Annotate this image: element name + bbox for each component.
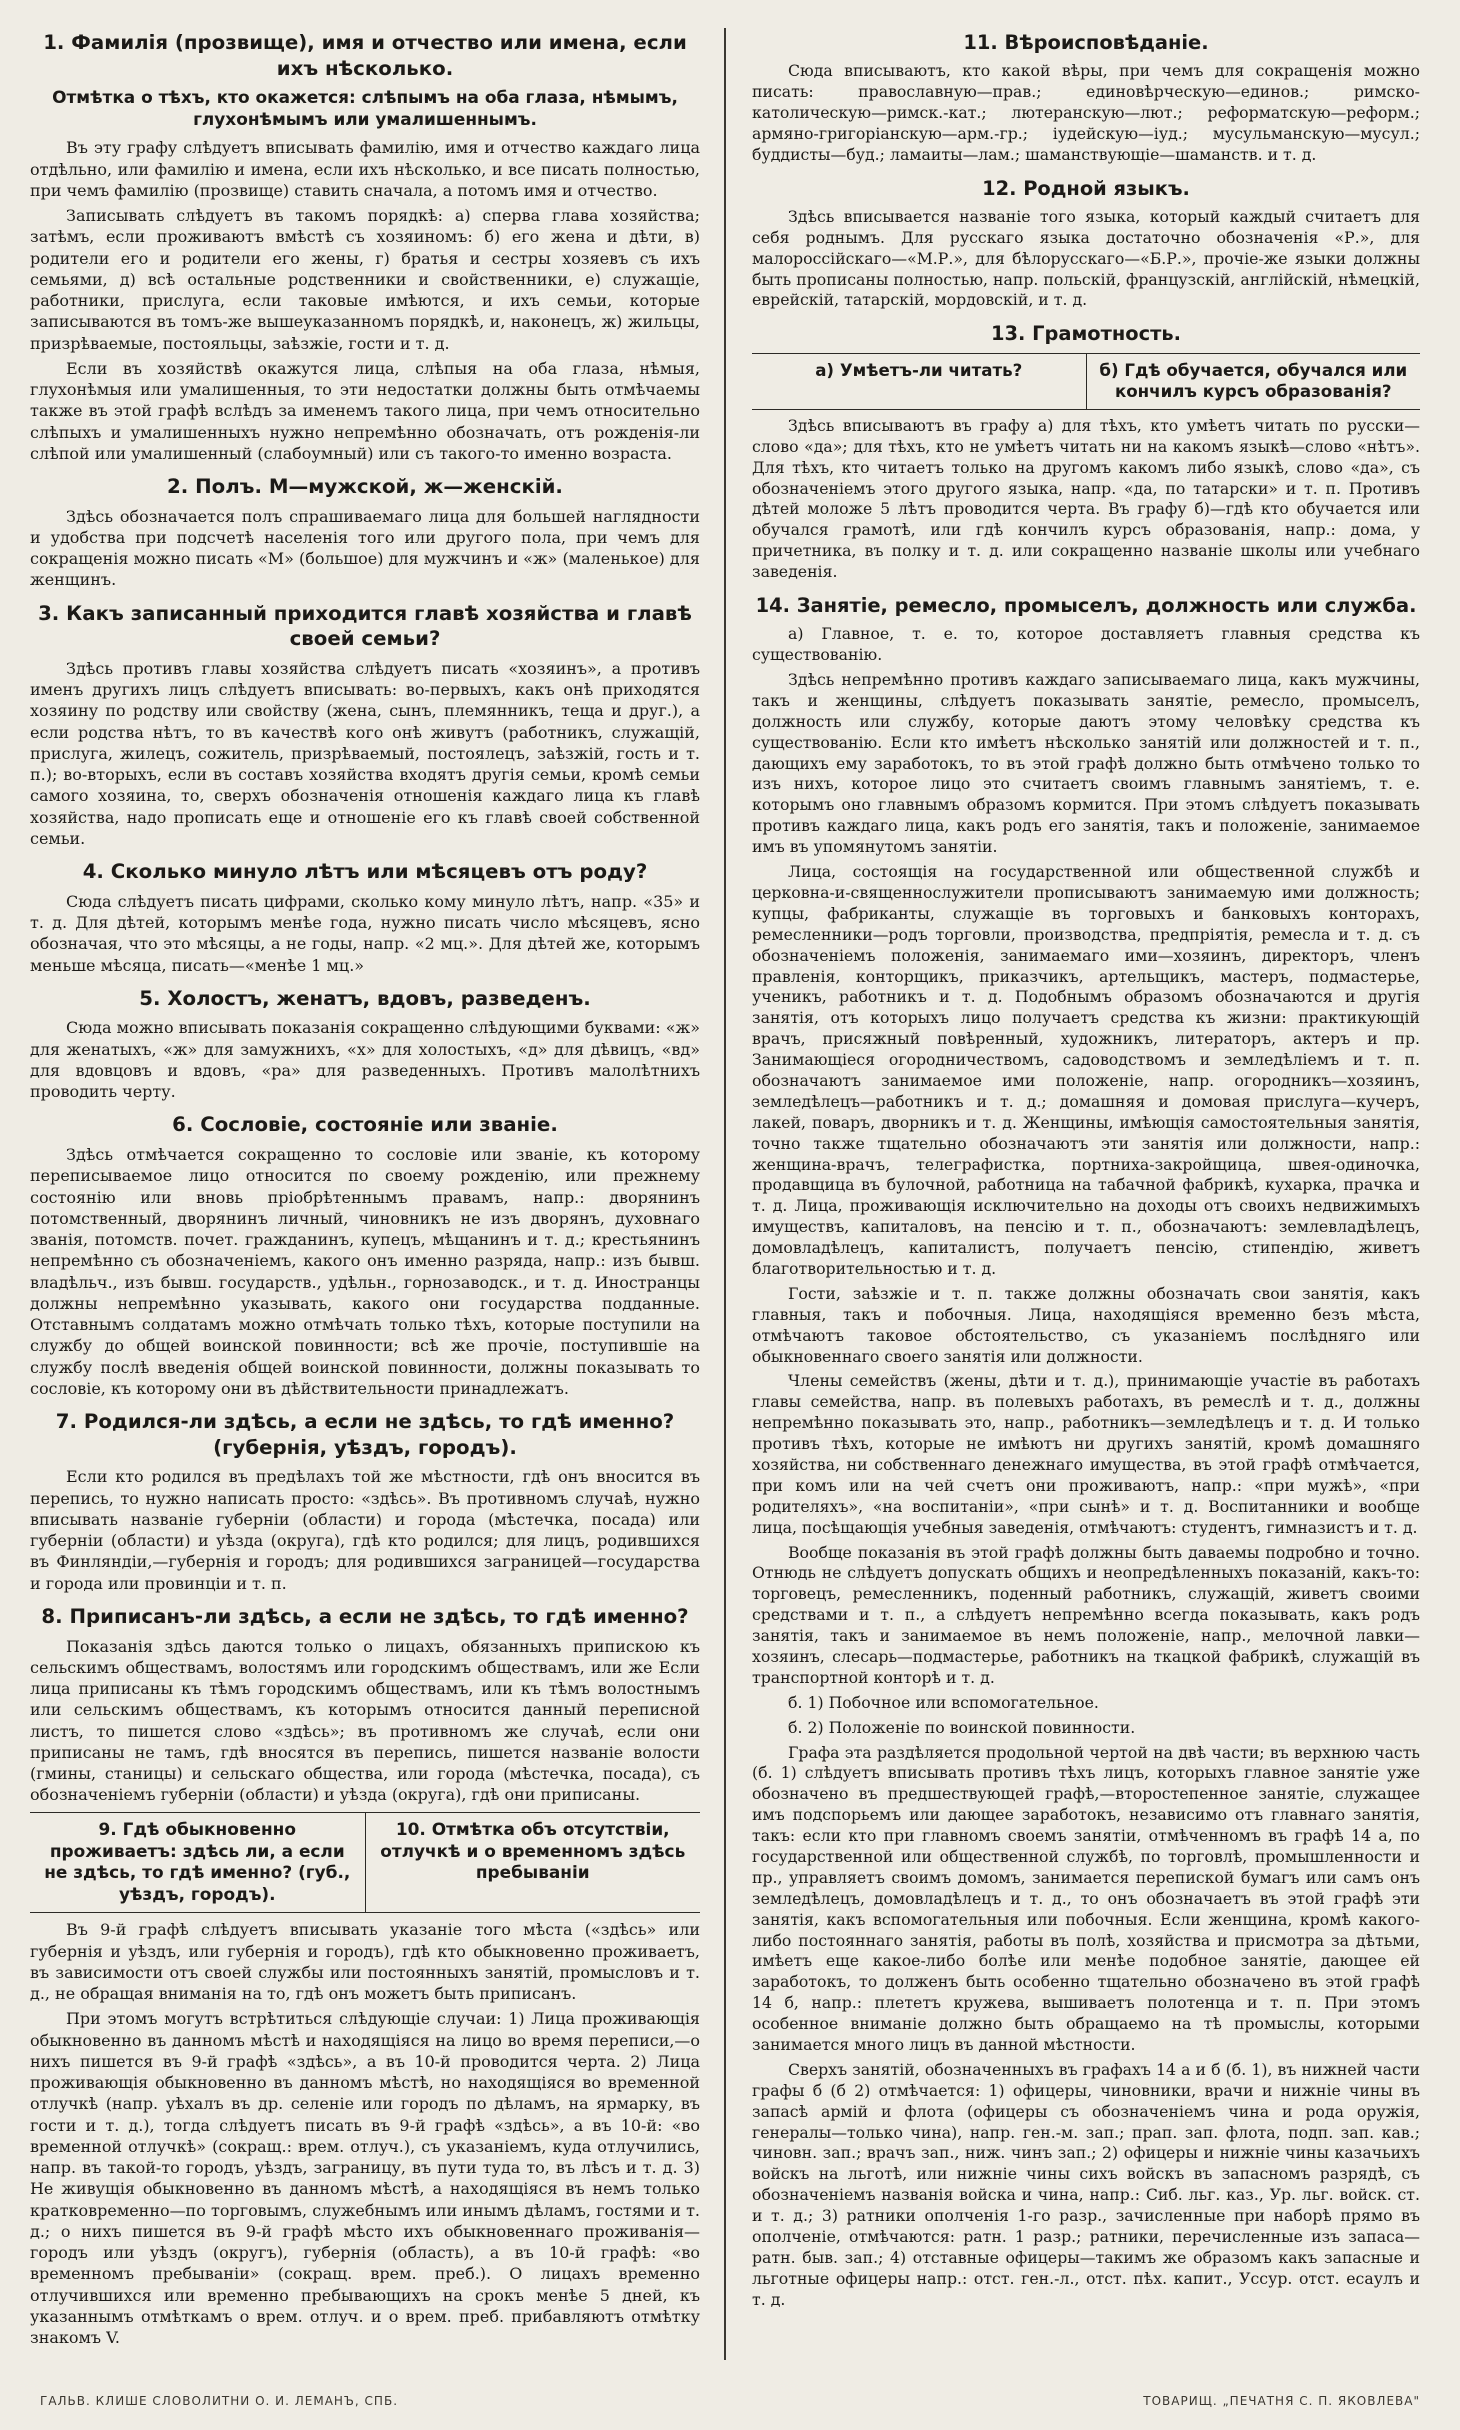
section-11-title: 11. Вѣроисповѣданіе. (963, 31, 1209, 54)
section-8-title: 8. Приписанъ-ли здѣсь, а если не здѣсь, то гдѣ именно? (41, 1604, 689, 1628)
section-6-title: 6. Сословіе, состояніе или званіе. (172, 1113, 558, 1137)
section-10-cell (366, 1813, 701, 1913)
paragraph: Члены семействъ (жены, дѣти и т. д.), принимающіе участіе въ работахъ главы семейства, напр. въ полевыхъ работахъ, въ ремеслѣ и т. д., должны непремѣнно показывать это, напр., работникъ—земледѣлецъ и т. д. И только противъ тѣхъ, которые не имѣютъ ни другихъ занятій, кромѣ домашняго хозяйства, ни собственнаго денежнаго имущества, въ этой графѣ отмѣчается, при комъ или на чей счетъ они проживаютъ, напр.: «при мужѣ», «при родителяхъ», «на воспитаніи», «при сынѣ» и т. д. Воспитанники и вообще лица, посѣщающія учебныя заведенія, отмѣчаютъ: студентъ, гимназистъ и т. д. (752, 1371, 1420, 1537)
column-divider (724, 28, 726, 2360)
paragraph: Здѣсь вписываютъ въ графу а) для тѣхъ, кто умѣетъ читать по русски—слово «да»; для тѣхъ, кто не умѣетъ читать ни на какомъ языкѣ—слово «нѣтъ». Для тѣхъ, кто читаетъ только на другомъ какомъ либо языкѣ, слово «да», съ обозначеніемъ этого другого языка, напр. «да, по татарски» и т. п. Противъ дѣтей моложе 5 лѣтъ проводится черта. Въ графу б)—гдѣ кто обучается или обучался грамотѣ, или гдѣ кончилъ курсъ образованія, напр.: дома, у причетника, въ полку и т. д. или сокращенно названіе школы или учебнаго заведенія. (752, 415, 1420, 582)
right-column (752, 20, 1420, 2370)
section-13b-cell (1087, 354, 1421, 409)
section-13b-title: б) Гдѣ обучается, обучался или кончилъ курсъ образованія? (1099, 360, 1408, 402)
section-7-title: 7. Родился-ли здѣсь, а если не здѣсь, то гдѣ именно? (губернія, уѣздъ, городъ). (55, 1410, 675, 1459)
paragraph: При этомъ могутъ встрѣтиться слѣдующіе случаи: 1) Лица проживающія обыкновенно въ данномъ мѣстѣ и находящіяся на лицо во время переписи,—о нихъ пишется въ 9-й графѣ «здѣсь», а въ 10-й проводится черта. 2) Лица проживающія обыкновенно въ данномъ мѣстѣ, но находящіяся во временной отлучкѣ (напр. уѣхалъ въ др. селеніе или городъ по дѣламъ, на ярмарку, въ гости и т. д.), тогда слѣдуетъ писать въ 9-й графѣ «здѣсь», а въ 10-й: «во временной отлучкѣ» (сокращ.: врем. отлуч.), съ указаніемъ, куда отлучились, напр. въ такой-то городъ, уѣздъ, заграницу, въ пути туда то, въ лѣсъ и т. д. 3) Не живущія обыкновенно въ данномъ мѣстѣ, а находящіяся въ немъ только кратковременно—по торговымъ, служебнымъ или инымъ дѣламъ, гостями и т. д.; о нихъ пишется въ 9-й графѣ мѣсто ихъ обыкновеннаго проживанія—городъ или уѣздъ (округъ), губернія (область), а въ 10-й графѣ: «во временномъ пребываніи» (сокращ. врем. преб.). О лицахъ временно отлучившихся или временно пребывающихъ на срокъ менѣе 5 дней, къ указаннымъ отмѣткамъ о врем. отлуч. и о врем. преб. прибавляютъ отмѣтку знакомъ V. (30, 2009, 700, 2348)
paragraph: Показанія здѣсь даются только о лицахъ, обязанныхъ припискою къ сельскимъ обществамъ, волостямъ или городскимъ обществамъ, или же Если лица приписаны къ тѣмъ городскимъ обществамъ, или къ тѣмъ волостнымъ или сельскимъ обществамъ, къ которымъ относится данный переписной листъ, то пишется слово «здѣсь»; въ противномъ же случаѣ, если они приписаны не тамъ, гдѣ вносятся въ перепись, пишется названіе волости (гмины, станицы) и сельскаго общества, или города (мѣстечка, посада), съ обозначеніемъ губерніи (области) и уѣзда (округа), гдѣ они приписаны. (30, 1636, 700, 1805)
paragraph: Здѣсь противъ главы хозяйства слѣдуетъ писать «хозяинъ», а противъ именъ другихъ лицъ слѣдуетъ вписывать: во-первыхъ, какъ онѣ приходятся хозяину по родству или свойству (жена, сынъ, племянникъ, теща и друг.), а если родства нѣтъ, то въ качествѣ кого онѣ живутъ (работникъ, служащій, прислуга, жилецъ, сожитель, призрѣваемый, постоялецъ, заѣзжій, гость и т. п.); во-вторыхъ, если въ составъ хозяйства входятъ другія семьи, кромѣ семьи самого хозяина, то, сверхъ обозначенія отношенія каждаго лица къ главѣ хозяйства, надо прописать еще и отношеніе его къ главѣ своей собственной семьи. (30, 658, 700, 848)
left-column (30, 20, 700, 2370)
paragraph: Вообще показанія въ этой графѣ должны быть даваемы подробно и точно. Отнюдь не слѣдуетъ допускать общихъ и неопредѣленныхъ показаній, какъ-то: торговецъ, ремесленникъ, поденный работникъ, служащій, живетъ своими средствами и т. п., а слѣдуетъ непремѣнно всегда показывать, какъ родъ занятія, такъ и занимаемое въ немъ положеніе, напр., мелочной лавки—хозяинъ, слесарь—подмастерье, работникъ на ткацкой фабрикѣ, служащій въ транспортной конторѣ и т. д. (752, 1542, 1420, 1687)
section-10-title: 10. Отмѣтка объ отсутствіи, отлучкѣ и о временномъ здѣсь пребываніи (380, 1818, 686, 1883)
footer-engraver-credit: ГАЛЬВ. КЛИШЕ СЛОВОЛИТНИ О. И. ЛЕМАНЪ, СПБ. (40, 2394, 399, 2408)
section-2-title: 2. Полъ. М—мужской, ж—женскій. (167, 475, 563, 498)
section-4-title: 4. Сколько минуло лѣтъ или мѣсяцевъ отъ роду? (82, 860, 648, 884)
paragraph: б. 1) Побочное или вспомогательное. (788, 1692, 1099, 1712)
section-13-header (752, 353, 1420, 410)
section-9-10-header (30, 1812, 700, 1914)
section-9-title: 9. Гдѣ обыкновенно проживаетъ: здѣсь ли, а если не здѣсь, то гдѣ именно? (губ., уѣздъ, городъ). (44, 1818, 351, 1905)
paragraph: Гости, заѣзжіе и т. п. также должны обозначать свои занятія, какъ главныя, такъ и побочныя. Лица, находящіяся временно безъ мѣста, отмѣчаютъ таковое обстоятельство, съ указаніемъ послѣдняго или обыкновеннаго своего занятія или должности. (752, 1283, 1420, 1366)
section-3-title: 3. Какъ записанный приходится главѣ хозяйства и главѣ своей семьи? (38, 601, 692, 651)
section-1-title: 1. Фамилія (прозвище), имя и отчество или имена, если ихъ нѣсколько. (43, 31, 687, 80)
paragraph: Здѣсь отмѣчается сокращенно то сословіе или званіе, къ которому переписываемое лицо относится по своему рожденію, или прежнему состоянію или вновь пріобрѣтеннымъ правамъ, напр.: дворянинъ потомственный, дворянинъ личный, чиновникъ не изъ дворянъ, духовнаго званія, потомств. почет. гражданинъ, купецъ, мѣщанинъ и т. д.; крестьянинъ непремѣнно съ обозначеніемъ, какого онъ именно разряда, напр.: изъ бывш. владѣльч., изъ бывш. государств., удѣльн., горнозаводск., и т. д. Иностранцы должны непремѣнно указывать, какого они государства подданные. Отставнымъ солдатамъ можно отмѣчать только тѣхъ, которые поступили на службу до общей воинской повинности; всѣ же прочіе, поступившіе на службу послѣ введенія общей воинской повинности, должны показывать то сословіе, къ которому они въ дѣйствительности принадлежатъ. (30, 1145, 700, 1398)
paragraph: Здѣсь непремѣнно противъ каждаго записываемаго лица, какъ мужчины, такъ и женщины, слѣдуетъ показывать занятіе, ремесло, промыселъ, должность или службу, которые даютъ этому человѣку средства къ существованію. Если кто имѣетъ нѣсколько занятій или должностей и т. п., дающихъ ему заработокъ, то въ этой графѣ должно быть отмѣчено только то изъ нихъ, которое лицо это считаетъ своимъ главнымъ занятіемъ, т. е. которымъ оно главнымъ образомъ кормится. При этомъ слѣдуетъ показывать противъ каждаго лица, какъ родъ его занятія, такъ и положеніе, занимаемое имъ въ упомянутомъ занятіи. (752, 670, 1420, 857)
footer-printer-credit: ТОВАРИЩ. „ПЕЧАТНЯ С. П. ЯКОВЛЕВА" (1143, 2394, 1420, 2408)
paragraph: Въ 9-й графѣ слѣдуетъ вписывать указаніе того мѣста («здѣсь» или губернія и уѣздъ, или губернія и городъ), гдѣ кто обыкновенно проживаетъ, въ зависимости отъ своей службы или постоянныхъ занятій, промысловъ и т. д., не обращая вниманія на то, гдѣ онъ можетъ быть приписанъ. (30, 1920, 700, 2004)
paragraph: Въ эту графу слѣдуетъ вписывать фамилію, имя и отчество каждаго лица отдѣльно, или фамилію и имена, если ихъ нѣсколько, и все писать полностью, при чемъ фамилію (прозвище) ставить сначала, а потомъ имя и отчество. (30, 138, 700, 200)
section-13a-cell (752, 354, 1087, 409)
section-13a-title: а) Умѣетъ-ли читать? (815, 360, 1023, 380)
paragraph: Графа эта раздѣляется продольной чертой на двѣ части; въ верхнюю часть (б. 1) слѣдуетъ вписывать противъ тѣхъ лицъ, которыхъ главное занятіе уже обозначено въ предшествующей графѣ,—второстепенное занятіе, служащее имъ подспорьемъ или дающее заработокъ, независимо отъ главнаго занятія, такъ: если кто при главномъ своемъ занятіи, отмѣченномъ въ графѣ 14 а, по государственной или общественной службѣ, по торговлѣ, промышленности и пр., управляетъ своимъ домомъ, занимается перепиской бумагъ или самъ онъ земледѣлецъ, домовладѣлецъ и т. д., то онъ обозначаетъ въ этой графѣ эти занятія, какъ вспомогательныя или побочныя. Если женщина, кромѣ какого-либо постояннаго занятія, работы въ полѣ, хозяйства и присмотра за дѣтьми, имѣетъ еще какое-либо болѣе или менѣе подобное занятіе, дающее ей заработокъ, то долженъ быть особенно тщательно обозначено въ этой графѣ 14 б, напр.: плететъ кружева, вышиваетъ полотенца и т. п. При этомъ особенное вниманіе должно быть обращаемо на тѣ промыслы, которыми занимается много лицъ въ данной мѣстности. (752, 1742, 1420, 2055)
section-14-title: 14. Занятіе, ремесло, промыселъ, должность или служба. (755, 594, 1417, 618)
paragraph: Здѣсь вписывается названіе того языка, который каждый считаетъ для себя роднымъ. Для русскаго языка достаточно обозначенія «Р.», для малороссійскаго—«М.Р.», для бѣлорусскаго—«Б.Р.», прочіе-же языки должны быть прописаны полностью, напр. польскій, французскій, англійскій, нѣмецкій, еврейскій, татарскій, мордовскій, и т. д. (752, 206, 1420, 310)
paragraph: Сверхъ занятій, обозначенныхъ въ графахъ 14 а и б (б. 1), въ нижней части графы б (б 2) отмѣчается: 1) офицеры, чиновники, врачи и нижніе чины въ запасѣ армій и флота (офицеры съ обозначеніемъ чина и рода оружія, генералы—только чина), напр. ген.-м. зап.; прап. зап. флота, подп. зап. кав.; чиновн. зап.; врачъ зап., ниж. чинъ зап.; 2) офицеры и нижніе чины казачьихъ войскъ на льготѣ, или нижніе чины сихъ войскъ въ запасномъ разрядѣ, съ обозначеніемъ названія войска и чина, напр.: Сиб. льг. каз., Ур. льг. войск. ст. и т. д.; 3) ратники ополченія 1-го разр., зачисленные при наборѣ прямо въ ополченіе, отмѣчаются: ратн. 1 разр.; ратники, перечисленные изъ запаса—ратн. быв. зап.; 4) отставные офицеры—такимъ же образомъ какъ запасные и льготные офицеры напр.: отст. ген.-л., отст. пѣх. капит., Уссур. отст. есаулъ и т. д. (752, 2059, 1420, 2309)
paragraph: Если въ хозяйствѣ окажутся лица, слѣпыя на оба глаза, нѣмыя, глухонѣмыя или умалишенныя, то эти недостатки должны быть отмѣчаемы также въ этой графѣ вслѣдъ за именемъ такого лица, при чемъ относительно слѣпыхъ и умалишенныхъ нужно непремѣнно обозначать, отъ рожденія-ли слѣпой или умалишенный (слабоумный) или съ такого-то именно возраста. (30, 358, 700, 463)
section-13-title: 13. Грамотность. (990, 322, 1182, 346)
paragraph: Лица, состоящія на государственной или общественной службѣ и церковна-и-священнослужители прописываютъ занимаемую ими должность; купцы, фабриканты, служащіе въ торговыхъ и банковыхъ конторахъ, ремесленники—родъ торговли, производства, предпріятія, ремесла и т. д. съ обозначеніемъ положенія, занимаемаго ими—хозяинъ, директоръ, членъ правленія, конторщикъ, приказчикъ, артельщикъ, мастеръ, подмастерье, ученикъ, работникъ и т. д. Подобнымъ образомъ обозначаются и другія занятія, отъ которыхъ лицо получаетъ средства къ жизни: практикующій врачъ, присяжный повѣренный, художникъ, литераторъ, актеръ и пр. Занимающіеся огородничествомъ, садоводствомъ и земледѣліемъ и т. п. обозначаютъ занимаемое ими положеніе, напр. огородникъ—хозяинъ, земледѣлецъ—работникъ и т. д.; домашняя и домовая прислуга—кучеръ, лакей, поваръ, дворникъ и т. д. Женщины, имѣющія самостоятельныя занятія, точно также тщательно обозначаютъ эти занятія или должности, напр.: женщина-врачъ, телеграфистка, портниха-закройщица, швея-одиночка, продавщица въ булочной, работница на табачной фабрикѣ, кухарка, прачка и т. д. Лица, проживающія исключительно на доходы отъ своихъ недвижимыхъ имуществъ, капиталовъ, на пенсію и т. п., обозначаютъ: землевладѣлецъ, домовладѣлецъ, капиталистъ, получаетъ пенсію, стипендію, живетъ благотворительностью и т. д. (752, 862, 1420, 1278)
section-5-title: 5. Холостъ, женатъ, вдовъ, разведенъ. (139, 986, 591, 1010)
paragraph: б. 2) Положеніе по воинской повинности. (788, 1717, 1136, 1737)
paragraph: Здѣсь обозначается полъ спрашиваемаго лица для большей наглядности и удобства при подсчетѣ населенія того или другого пола, при чемъ для сокращенія можно писать «М» (большое) для мужчинъ и «ж» (маленькое) для женщинъ. (30, 506, 700, 590)
section-9-cell (30, 1813, 366, 1913)
section-12-title: 12. Родной языкъ. (982, 176, 1190, 200)
paragraph: Сюда вписываютъ, кто какой вѣры, при чемъ для сокращенія можно писать: православную—прав.; единовѣрческую—единов.; римско-католическую—римск.-кат.; лютеранскую—лют.; реформатскую—реформ.; армяно-григоріанскую—арм.-гр.; іудейскую—іуд.; мусульманскую—мусул.; буддисты—буд.; ламаиты—лам.; шаманствующіе—шаманств. и т. д. (752, 61, 1420, 164)
section-1-subtitle: Отмѣтка о тѣхъ, кто окажется: слѣпымъ на оба глаза, нѣмымъ, глухонѣмымъ или умалишеннымъ. (52, 87, 678, 130)
paragraph: а) Главное, т. е. то, которое доставляетъ главныя средства къ существованію. (752, 624, 1420, 665)
paragraph: Если кто родился въ предѣлахъ той же мѣстности, гдѣ онъ вносится въ перепись, то нужно написать просто: «здѣсь». Въ противномъ случаѣ, нужно вписывать названіе губерніи (области) и города (мѣстечка, посада) или губерніи (области) и уѣзда (округа), гдѣ кто родился; для лицъ, родившихся въ Финляндіи,—губернія и городъ; для родившихся заграницей—государства и города или провинціи и т. п. (30, 1467, 700, 1593)
paragraph: Сюда слѣдуетъ писать цифрами, сколько кому минуло лѣтъ, напр. «35» и т. д. Для дѣтей, которымъ менѣе года, нужно писать число мѣсяцевъ, ясно обозначая, что это мѣсяцы, а не годы, напр. «2 мц.». Для дѣтей же, которымъ меньше мѣсяца, писать—«менѣе 1 мц.» (30, 891, 700, 975)
paragraph: Сюда можно вписывать показанія сокращенно слѣдующими буквами: «ж» для женатыхъ, «ж» для замужнихъ, «х» для холостыхъ, «д» для дѣвицъ, «вд» для вдовцовъ и вдовъ, «ра» для разведенныхъ. Противъ малолѣтнихъ проводить черту. (30, 1018, 700, 1102)
paragraph: Записывать слѣдуетъ въ такомъ порядкѣ: а) сперва глава хозяйства; затѣмъ, если проживаютъ вмѣстѣ съ хозяиномъ: б) его жена и дѣти, в) родители его и родители его жены, г) братья и сестры хозяевъ съ ихъ семьями, д) всѣ остальные родственники и свойственники, е) служащіе, работники, прислуга, если таковые имѣются, и ихъ семьи, которые записываются въ томъ-же вышеуказанномъ порядкѣ, и, наконецъ, ж) жильцы, призрѣваемые, постояльцы, заѣзжіе, гости и т. д. (30, 206, 700, 353)
